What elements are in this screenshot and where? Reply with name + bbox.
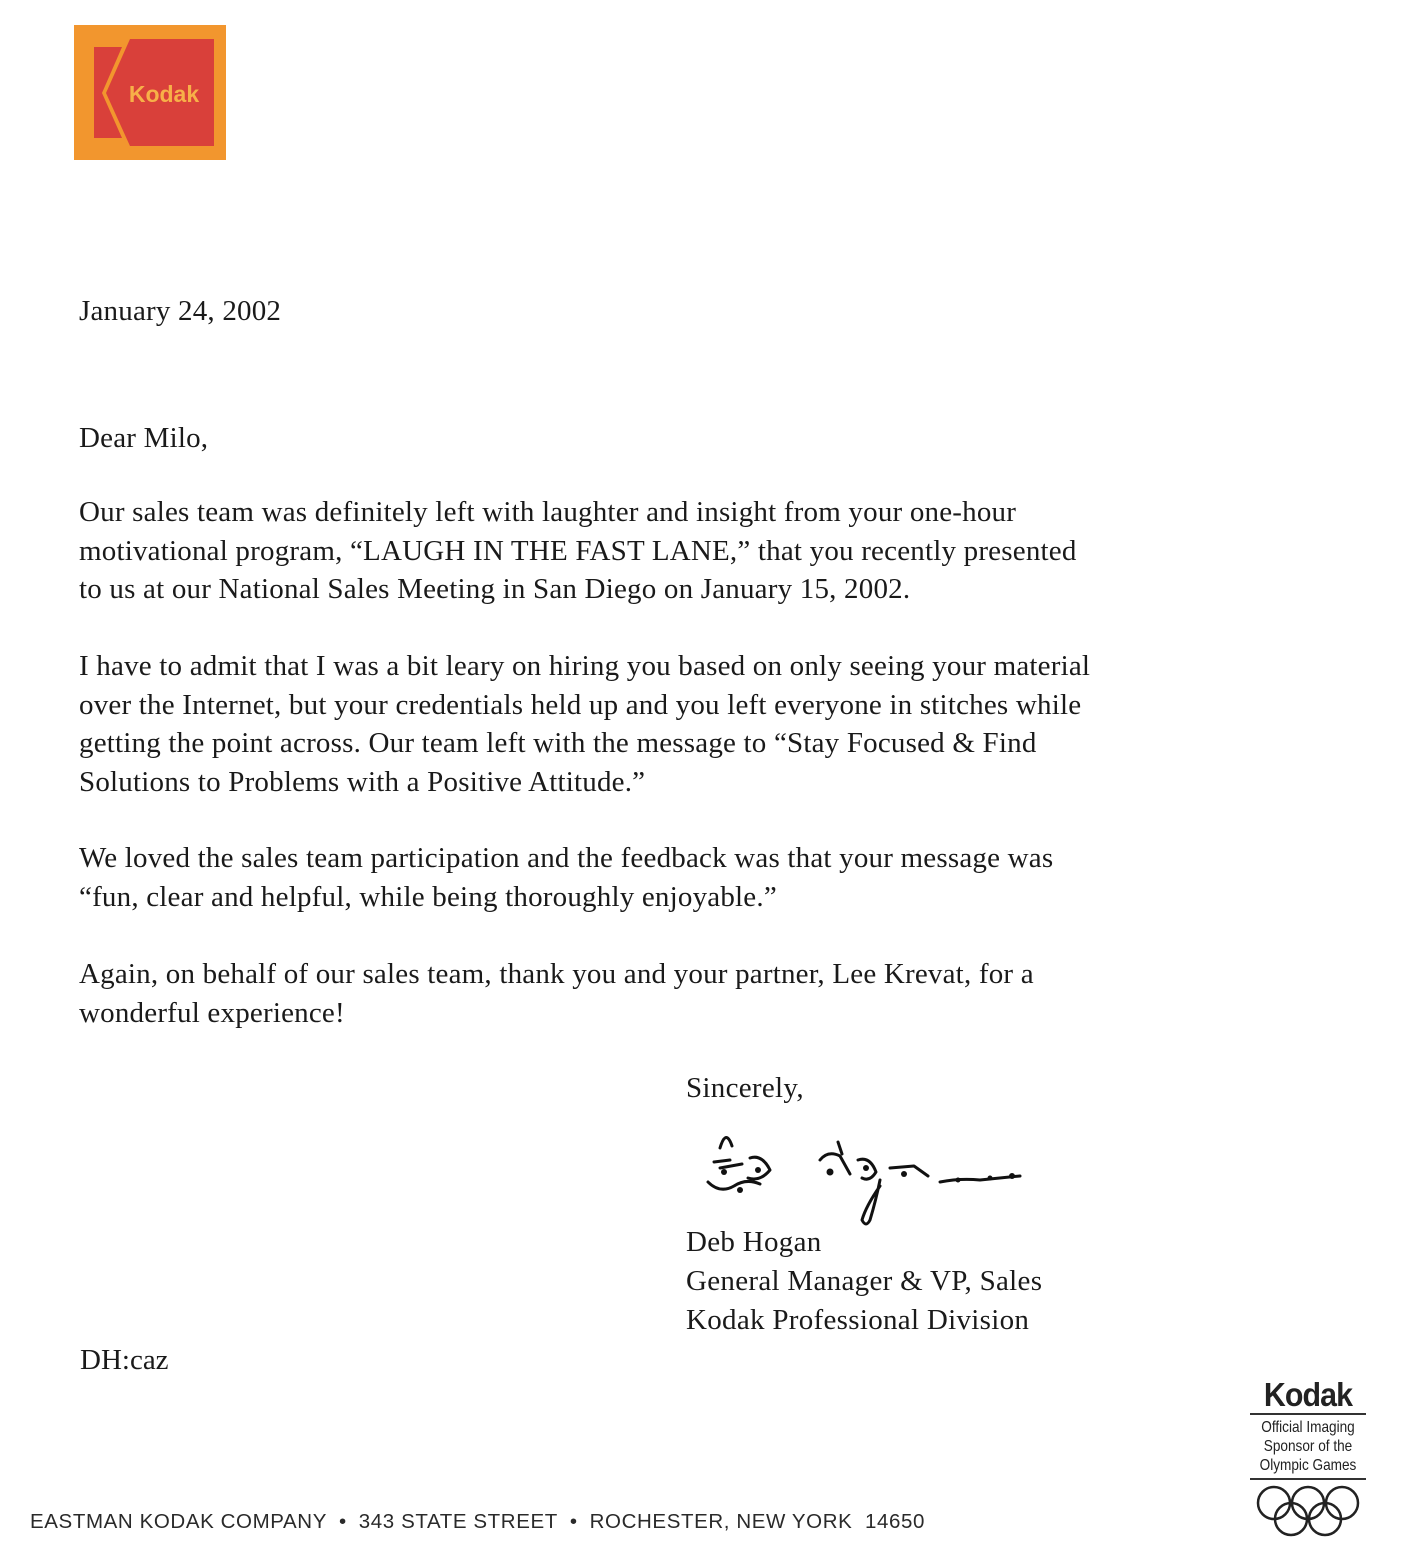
sponsor-line-2: Sponsor of the xyxy=(1263,1438,1353,1455)
letter-date: January 24, 2002 xyxy=(79,295,282,327)
paragraph-line: over the Internet, but your credentials held up and you left everyone in stitches while xyxy=(79,688,1082,721)
footer-company: EASTMAN KODAK COMPANY xyxy=(30,1510,327,1533)
signer-title: General Manager & VP, Sales xyxy=(686,1265,1043,1297)
olympic-sponsor-badge xyxy=(1250,1378,1366,1539)
typist-initials: DH:caz xyxy=(80,1344,169,1376)
kodak-logo-text: Kodak xyxy=(128,81,200,107)
footer-street: 343 STATE STREET xyxy=(358,1510,558,1533)
body-paragraph xyxy=(79,955,1034,1032)
body-paragraph xyxy=(79,839,1053,916)
footer-address xyxy=(30,1510,925,1534)
paragraph-line: wonderful experience! xyxy=(79,996,345,1029)
sponsor-brand: Kodak xyxy=(1263,1376,1353,1413)
signer-block xyxy=(686,1223,1042,1340)
sponsor-line-1: Official Imaging xyxy=(1261,1419,1355,1436)
footer-separator: • xyxy=(569,1510,578,1533)
footer-city: ROCHESTER, NEW YORK 14650 xyxy=(589,1510,925,1533)
signer-division: Kodak Professional Division xyxy=(686,1304,1030,1336)
paragraph-line: to us at our National Sales Meeting in San Diego on January 15, 2002. xyxy=(79,573,911,605)
paragraph-line: Solutions to Problems with a Positive Attitude.” xyxy=(79,765,646,798)
kodak-logo xyxy=(74,25,226,160)
handwritten-signature xyxy=(690,1120,1040,1235)
footer-separator: • xyxy=(339,1510,347,1533)
olympic-rings-icon xyxy=(1252,1483,1364,1539)
sponsor-line-3: Olympic Games xyxy=(1259,1457,1357,1474)
salutation: Dear Milo, xyxy=(79,422,209,454)
paragraph-line: I have to admit that I was a bit leary on hiring you based on only seeing your material xyxy=(79,650,1091,682)
body-paragraph xyxy=(79,647,1090,801)
closing: Sincerely, xyxy=(686,1072,804,1104)
paragraph-line: Again, on behalf of our sales team, thank you and your partner, Lee Krevat, for a xyxy=(79,958,1034,990)
paragraph-line: motivational program, “LAUGH IN THE FAST LANE,” that you recently presented xyxy=(79,534,1077,567)
paragraph-line: getting the point across. Our team left with the message to “Stay Focused & Find xyxy=(79,727,1037,759)
signer-name: Deb Hogan xyxy=(686,1226,822,1258)
paragraph-line: Our sales team was definitely left with laughter and insight from your one-hour xyxy=(79,496,1017,528)
divider xyxy=(1250,1478,1366,1480)
body-paragraph xyxy=(79,493,1077,609)
paragraph-line: We loved the sales team participation and the feedback was that your message was xyxy=(79,842,1054,874)
divider xyxy=(1250,1413,1366,1415)
paragraph-line: “fun, clear and helpful, while being thoroughly enjoyable.” xyxy=(79,880,777,913)
